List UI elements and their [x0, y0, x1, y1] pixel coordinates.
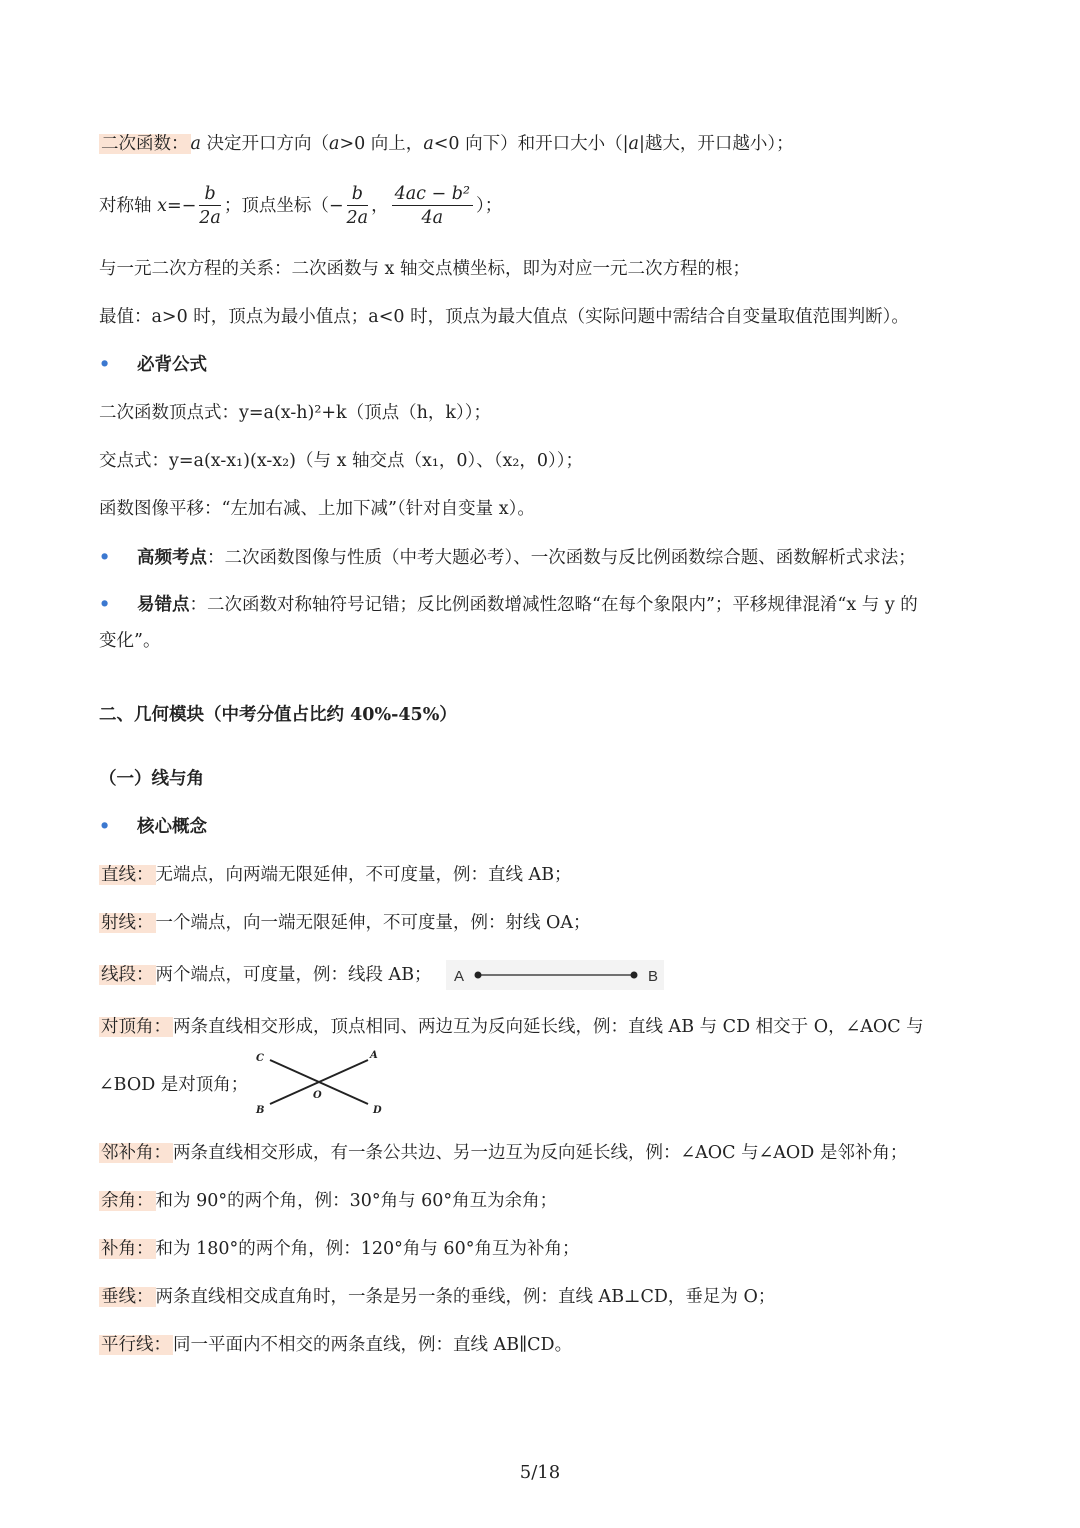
- def-vertical-text: 两条直线相交形成，顶点相同、两边互为反向延长线，例：直线 AB 与 CD 相交于 O，∠AOC 与: [173, 1017, 924, 1037]
- var-a: a: [190, 134, 201, 154]
- vertical-angle-figure: [252, 1046, 392, 1118]
- page-number: 5/18: [519, 1462, 561, 1483]
- bullet-icon: •: [99, 355, 111, 375]
- shift-rule: 函数图像平移：“左加右减、上加下减”（针对自变量 x）。: [99, 499, 535, 519]
- def-perp-text: 两条直线相交成直角时，一条是另一条的垂线，例：直线 AB⊥CD，垂足为 O；: [155, 1287, 776, 1307]
- bullet-icon: •: [99, 548, 111, 568]
- def-vertical-text-2: ∠BOD 是对顶角；: [99, 1075, 249, 1095]
- var-a: a: [628, 134, 639, 154]
- def-line-tag: 直线：: [101, 865, 154, 885]
- error-text-2: 变化”。: [99, 631, 161, 651]
- segment-label-a: A: [454, 968, 465, 985]
- freq-text: ：二次函数图像与性质（中考大题必考）、一次函数与反比例函数综合题、函数解析式求法；: [207, 548, 916, 568]
- def-vertical-tag: 对顶角：: [101, 1017, 171, 1037]
- quad-def: [99, 129, 1020, 159]
- fraction-b-2a: [199, 183, 221, 230]
- def-vertical: [99, 1012, 1020, 1042]
- bullet-icon: •: [99, 595, 111, 615]
- freq-label: 高频考点: [137, 548, 207, 568]
- def-complement: [99, 1186, 1020, 1216]
- extreme-text: 最值：a>0 时，顶点为最小值点；a<0 时，顶点为最大值点（实际问题中需结合自变量取值范围判断）。: [99, 307, 909, 327]
- axis-vertex-line: [99, 178, 1020, 234]
- error-text-1: ：二次函数对称轴符号记错；反比例函数增减性忽略“在每个象限内”；平移规律混淆“x 与 y 的: [189, 595, 918, 615]
- formula-heading-row: [99, 350, 1020, 380]
- quad-text-2: >0 向上，: [339, 134, 424, 154]
- var-a: a: [329, 134, 340, 154]
- label-b: B: [256, 1105, 265, 1116]
- segment-diagram: [446, 960, 664, 990]
- quad-tag: 二次函数：: [101, 134, 189, 154]
- def-supplement-text: 和为 180°的两个角，例：120°角与 60°角互为补角；: [155, 1239, 580, 1259]
- def-parallel-text: 同一平面内不相交的两条直线，例：直线 AB∥CD。: [173, 1335, 573, 1355]
- fraction-4ac-b2: [392, 183, 473, 230]
- core-heading: 核心概念: [137, 817, 207, 837]
- def-parallel-tag: 平行线：: [101, 1335, 171, 1355]
- frac-num: 4ac − b²: [392, 183, 473, 206]
- error-row: [99, 590, 1020, 620]
- def-adjacent: [99, 1138, 1020, 1168]
- segment-figure: [446, 960, 664, 990]
- def-complement-text: 和为 90°的两个角，例：30°角与 60°角互为余角；: [155, 1191, 558, 1211]
- def-perp: [99, 1282, 1020, 1312]
- quad-text-4: |越大，开口越小）；: [638, 134, 794, 154]
- def-segment-text: 两个端点，可度量，例：线段 AB；: [155, 965, 432, 985]
- freq-row: [99, 543, 1020, 573]
- def-complement-tag: 余角：: [101, 1191, 154, 1211]
- bullet-icon: •: [99, 817, 111, 837]
- frac-num: b: [347, 183, 369, 206]
- label-o: O: [313, 1090, 322, 1101]
- def-ray-text: 一个端点，向一端无限延伸，不可度量，例：射线 OA；: [155, 913, 591, 933]
- axis-comma: ，: [371, 196, 389, 216]
- section-geometry-title: 二、几何模块（中考分值占比约 40%-45%）: [99, 705, 457, 725]
- def-adjacent-text: 两条直线相交形成，有一条公共边、另一边互为反向延长线，例：∠AOC 与∠AOD 是邻补角；: [173, 1143, 908, 1163]
- def-segment-tag: 线段：: [101, 965, 154, 985]
- frac-num: b: [199, 183, 221, 206]
- intercept-form: 交点式：y=a(x-x₁)(x-x₂)（与 x 轴交点（x₁，0）、（x₂，0））；: [99, 451, 584, 471]
- def-parallel: [99, 1330, 1020, 1360]
- fraction-b-2a-vertex: [347, 183, 369, 230]
- label-c: C: [256, 1053, 264, 1064]
- def-line-text: 无端点，向两端无限延伸，不可度量，例：直线 AB；: [155, 865, 572, 885]
- intersecting-lines-diagram: [252, 1046, 392, 1118]
- axis-eq: =−: [166, 196, 197, 216]
- quad-text-3: <0 向下）和开口大小（|: [433, 134, 629, 154]
- def-supplement: [99, 1234, 1020, 1264]
- var-a: a: [423, 134, 434, 154]
- axis-mid: ；顶点坐标（−: [223, 196, 344, 216]
- var-x: x: [157, 196, 167, 216]
- label-d: D: [373, 1105, 382, 1116]
- def-supplement-tag: 补角：: [101, 1239, 154, 1259]
- frac-den: 2a: [199, 208, 221, 228]
- subsection-lines-angles: （一）线与角: [99, 769, 204, 789]
- frac-den: 2a: [346, 208, 369, 228]
- error-label: 易错点: [137, 595, 190, 615]
- def-line: [99, 860, 1020, 890]
- segment-label-b: B: [648, 968, 659, 985]
- quad-text-1: 决定开口方向（: [200, 134, 329, 154]
- frac-den: 4a: [421, 208, 444, 228]
- axis-end: ）；: [475, 196, 503, 216]
- def-ray: [99, 908, 1020, 938]
- axis-pre: 对称轴: [99, 196, 158, 216]
- segment-endpoint-a: [475, 972, 482, 979]
- vertex-form: 二次函数顶点式：y=a(x-h)²+k（顶点（h，k））；: [99, 403, 492, 423]
- core-heading-row: [99, 812, 1020, 842]
- def-perp-tag: 垂线：: [101, 1287, 154, 1307]
- def-ray-tag: 射线：: [101, 913, 154, 933]
- label-a: A: [370, 1050, 378, 1061]
- def-adjacent-tag: 邻补角：: [101, 1143, 171, 1163]
- relation-text: 与一元二次方程的关系：二次函数与 x 轴交点横坐标，即为对应一元二次方程的根；: [99, 259, 750, 279]
- segment-endpoint-b: [631, 972, 638, 979]
- formula-heading: 必背公式: [137, 355, 207, 375]
